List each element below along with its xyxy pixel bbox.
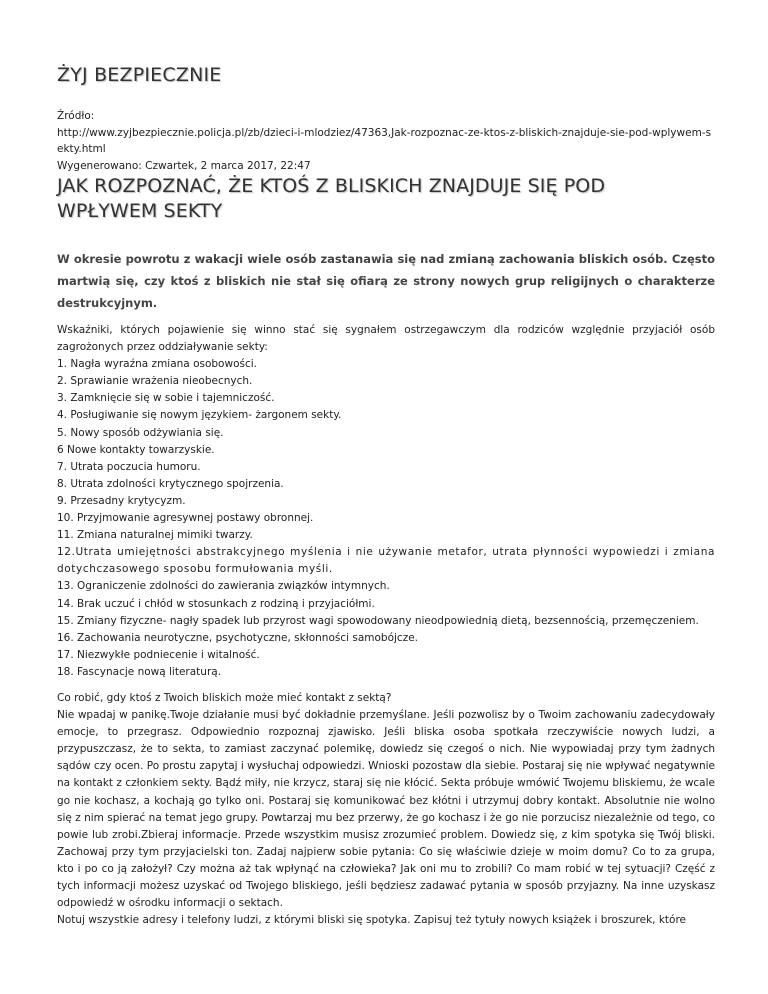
article-lead: W okresie powrotu z wakacji wiele osób zastanawia się nad zmianą zachowania bliskich osób. Często martwią się, czy ktoś z bliskich nie stał się ofiarą ze strony nowych grup religijnych o charakterze destrukcyjnym. (57, 252, 715, 310)
list-item: 12.Utrata umiejętności abstrakcyjnego myślenia i nie używanie metafor, utrata płynności wypowiedzi i zmiana dotychczasowego sposobu formułowania myśli. (57, 546, 715, 576)
generated-date: Wygenerowano: Czwartek, 2 marca 2017, 22:47 (57, 159, 311, 172)
list-item: 8. Utrata zdolności krytycznego spojrzenia. (57, 477, 284, 490)
article-title: JAK ROZPOZNAĆ, ŻE KTOŚ Z BLISKICH ZNAJDUJE SIĘ POD WPŁYWEM SEKTY (57, 175, 606, 222)
list-item: 9. Przesadny krytycyzm. (57, 494, 186, 507)
indicators-section (57, 322, 715, 681)
advice-paragraph-continued: Notuj wszystkie adresy i telefony ludzi, z którymi bliski się spotyka. Zapisuj też tytuły nowych książek i broszurek, które (57, 914, 687, 927)
list-item: 13. Ograniczenie zdolności do zawierania związków intymnych. (57, 580, 390, 593)
list-item: 2. Sprawianie wrażenia nieobecnych. (57, 375, 253, 388)
list-item: 11. Zmiana naturalnej mimiki twarzy. (57, 529, 253, 542)
list-item: 4. Posługiwanie się nowym językiem- żargonem sekty. (57, 409, 342, 422)
list-item: 10. Przyjmowanie agresywnej postawy obronnej. (57, 512, 314, 525)
indicators-intro: Wskaźniki, których pojawienie się winno stać się sygnałem ostrzegawczym dla rodziców względnie przyjaciół osób zagrożonych przez oddziaływanie sekty: (57, 324, 715, 354)
list-item: 3. Zamknięcie się w sobie i tajemniczość. (57, 392, 275, 405)
list-item: 14. Brak uczuć i chłód w stosunkach z rodziną i przyjaciółmi. (57, 597, 375, 610)
list-item: 1. Nagła wyraźna zmiana osobowości. (57, 358, 257, 371)
list-item: 17. Niezwykłe podniecenie i witalność. (57, 648, 260, 661)
source-info (57, 108, 715, 174)
site-title: ŻYJ BEZPIECZNIE (57, 64, 222, 86)
list-item: 18. Fascynacje nową literaturą. (57, 665, 222, 678)
indicators-list (57, 356, 715, 681)
source-url[interactable]: http://www.zyjbezpiecznie.policja.pl/zb/dzieci-i-mlodziez/47363,Jak-rozpoznac-ze-ktos-z-bliskich-znajduje-sie-pod-wplywem-sekty.html (57, 126, 712, 155)
list-item: 6 Nowe kontakty towarzyskie. (57, 443, 215, 456)
list-item: 7. Utrata poczucia humoru. (57, 460, 201, 473)
list-item: 5. Nowy sposób odżywiania się. (57, 426, 224, 439)
advice-section (57, 690, 715, 929)
advice-paragraph: Nie wpadaj w panikę.Twoje działanie musi być dokładnie przemyślane. Jeśli pozwolisz by o Twoim zachowaniu zadecydowały emocje, to przegrasz. Odpowiednio rozpoznaj zjawisko. Jeśli bliska osoba spotkała rzeczywiście nowych ludzi, a przypuszczasz, że to sekta, to zamiast zaczynać polemikę, dowiedz się czegoś o nich. Nie wypowiadaj przy tym żadnych sądów czy ocen. Po prostu zapytaj i wysłuchaj odpowiedzi. Wnioski pozostaw dla siebie. Postaraj się nie wpływać negatywnie na kontakt z członkiem sekty. Bądź miły, nie krzycz, staraj się nie kłócić. Sekta próbuje wmówić Twojemu bliskiemu, że wcale go nie kochasz, a kochają go tylko oni. Postaraj się komunikować bez kłótni i utrzymuj dobry kontakt. Absolutnie nie wolno się z nim spierać na temat jego grupy. Powtarzaj mu bez przerwy, że go kochasz i że go nie porzucisz niezależnie od tego, co powie lub zrobi.Zbieraj informacje. Przede wszystkim musisz zrozumieć problem. Dowiedz się, z kim spotyka się Twój bliski. Zachowaj przy tym przyjacielski ton. Zadaj najpierw sobie pytania: Co się właściwie dzieje w moim domu? Co to za grupa, kto i po co ją założył? Czy można aż tak wpłynąć na człowieka? Jak oni mu to zrobili? Co mam robić w tej sytuacji? Część z tych informacji możesz uzyskać od Twojego bliskiego, jeśli będziesz zadawać pytania w sposób przyjazny. Na inne uzyskasz odpowiedź w ośrodku informacji o sektach. (57, 709, 715, 910)
list-item: 15. Zmiany fizyczne- nagły spadek lub przyrost wagi spowodowany nieodpowiednią dietą, bezsennością, przemęczeniem. (57, 614, 699, 627)
list-item: 16. Zachowania neurotyczne, psychotyczne, skłonności samobójcze. (57, 631, 419, 644)
advice-question: Co robić, gdy ktoś z Twoich bliskich może mieć kontakt z sektą? (57, 692, 392, 704)
source-label: Źródło: (57, 110, 95, 122)
